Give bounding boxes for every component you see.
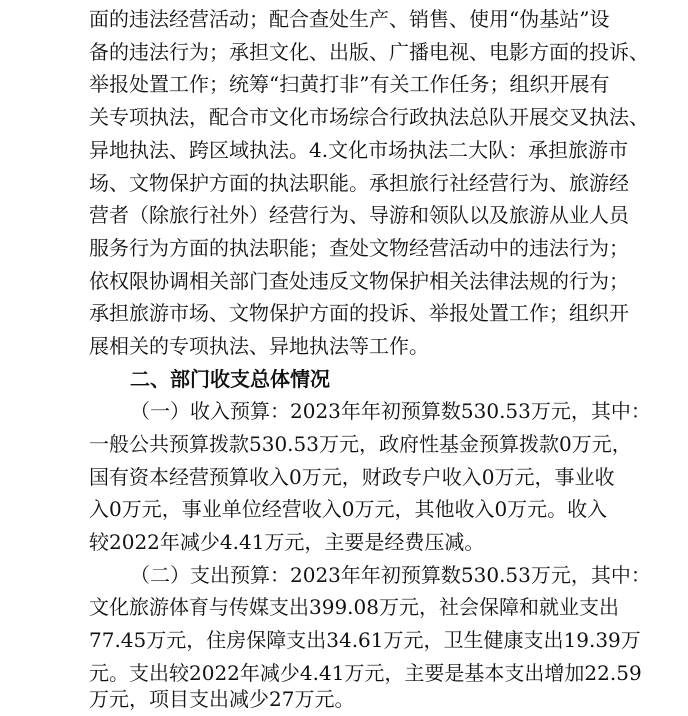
text-line: 举报处置工作；统筹“扫黄打非”有关工作任务；组织开展有 bbox=[89, 72, 610, 96]
text-line: 面的违法经营活动；配合查处生产、销售、使用“伪基站”设 bbox=[89, 7, 610, 31]
text-line: 万元，项目支出减少27万元。 bbox=[89, 687, 355, 711]
text-line: 77.45万元，住房保障支出34.61万元，卫生健康支出19.39万 bbox=[89, 628, 641, 652]
text-line: 营者（除旅行社外）经营行为、导游和领队以及旅游从业人员 bbox=[89, 203, 629, 227]
text-line: 文化旅游体育与传媒支出399.08万元，社会保障和就业支出 bbox=[89, 595, 619, 619]
text-line: 承担旅游市场、文物保护方面的投诉、举报处置工作；组织开 bbox=[89, 301, 629, 325]
section-heading: 二、部门收支总体情况 bbox=[130, 367, 330, 391]
text-line: 较2022年减少4.41万元，主要是经费压减。 bbox=[89, 530, 485, 554]
text-line: （一）收入预算：2023年年初预算数530.53万元，其中： bbox=[130, 399, 651, 423]
text-line: 备的违法行为；承担文化、出版、广播电视、电影方面的投诉、 bbox=[89, 40, 649, 64]
text-line: 依权限协调相关部门查处违反文物保护相关法律法规的行为； bbox=[89, 269, 629, 293]
text-line: 场、文物保护方面的执法职能。承担旅行社经营行为、旅游经 bbox=[89, 171, 629, 195]
text-line: 入0万元，事业单位经营收入0万元，其他收入0万元。收入 bbox=[89, 497, 608, 521]
text-line: 一般公共预算拨款530.53万元，政府性基金预算拨款0万元， bbox=[89, 432, 632, 456]
text-line: 国有资本经营预算收入0万元，财政专户收入0万元，事业收 bbox=[89, 465, 615, 489]
text-line: 异地执法、跨区域执法。4.文化市场执法二大队：承担旅游市 bbox=[89, 138, 629, 162]
text-line: 元。支出较2022年减少4.41万元，主要是基本支出增加22.59 bbox=[89, 661, 642, 685]
text-line: 展相关的专项执法、异地执法等工作。 bbox=[89, 334, 429, 358]
text-line: 关专项执法，配合市文化市场综合行政执法总队开展交叉执法、 bbox=[89, 105, 649, 129]
text-line: 服务行为方面的执法职能；查处文物经营活动中的违法行为； bbox=[89, 236, 629, 260]
text-line: （二）支出预算：2023年年初预算数530.53万元，其中： bbox=[130, 563, 651, 587]
